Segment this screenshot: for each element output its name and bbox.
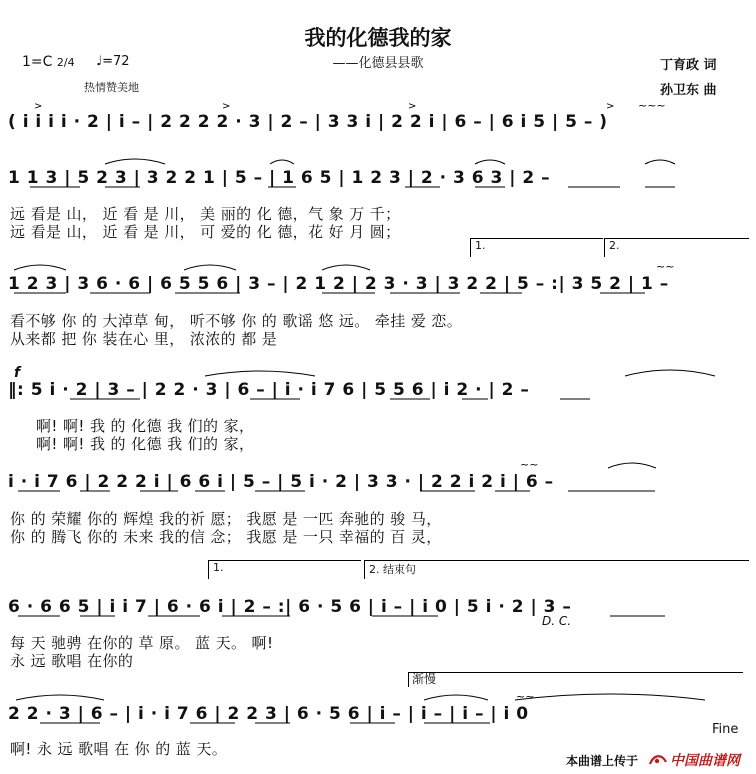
slur-marks	[14, 159, 715, 700]
composer-credit: 孙卫东 曲	[660, 83, 717, 98]
volta-bracket-1: 1.	[470, 238, 603, 257]
lyrics-row-6: 啊! 永 远 歌唱 在 你 的 蓝 天。	[10, 740, 228, 758]
site-name[interactable]: 中国曲谱网	[670, 753, 740, 769]
upload-note: 本曲谱上传于	[566, 754, 639, 768]
lyrics-row-4-verse-2: 你 的 腾飞 你的 未来 我的信 念； 我愿 是 一只 幸福的 百 灵，	[10, 528, 442, 546]
lyrics-row-2-verse-1: 看不够 你 的 大淖草 甸， 听不够 你 的 歌谣 悠 远。 牵挂 爱 恋。	[10, 312, 463, 330]
notation-row-5: 6 · 6 6 5 | i i 7 | 6 · 6 i | 2 – :| 6 · 5 6 | i – | i 0 | 5 i · 2 | 3 –	[8, 597, 572, 617]
notation-row-6: 2 2 · 3 | 6 – | i · i 7 6 | 2 2 3 | 6 · 5 6 | i – | i – | i – | i 0	[8, 704, 529, 724]
volta-bracket-first-ending: 1.	[208, 560, 361, 579]
tempo-marking: ♩=72	[96, 54, 130, 69]
dynamic-forte: f	[14, 365, 21, 381]
fine-marking: Fine	[712, 722, 739, 737]
song-subtitle: ——化德县县歌	[332, 56, 424, 71]
lyrics-row-1-verse-2: 远 看是 山， 近 看 是 川， 可 爱的 化 德，花 好 月 圆；	[10, 223, 401, 241]
key-label: 1=C	[22, 54, 57, 70]
notation-row-4: i · i 7 6 | 2 2 2 i | 6 6 i | 5 – | 5 i · 2 | 3 3 · | 2 2 i 2 i | 6 –	[8, 472, 554, 492]
lyrics-row-2-verse-2: 从来都 把 你 装在心 里， 浓浓的 都 是	[10, 330, 278, 348]
trill-marks	[516, 99, 674, 703]
notation-row-2: 1 2 3 | 3 6 · 6 | 6 5 5 6 | 3 – | 2 1 2 | 2 3 · 3 | 3 2 2 | 5 – :| 3 5 2 | 1 –	[8, 274, 669, 294]
lyrics-row-3-verse-1: 啊! 啊! 我 的 化德 我 们的 家，	[36, 417, 255, 435]
svg-text:>: >	[606, 101, 615, 112]
svg-text:~~: ~~	[656, 260, 675, 273]
accent-marks	[34, 101, 614, 112]
time-signature: 2/4	[56, 56, 75, 69]
lyrics-row-4-verse-1: 你 的 荣耀 你的 辉煌 我的祈 愿； 我愿 是 一匹 奔驰的 骏 马，	[10, 510, 442, 528]
svg-text:>: >	[408, 101, 417, 112]
lyricist-credit: 丁育政 词	[660, 58, 717, 73]
svg-text:>: >	[222, 101, 231, 112]
volta-bracket-2: 2.	[604, 238, 749, 257]
lyrics-row-5-verse-2: 永 远 歌唱 在你的	[10, 652, 134, 670]
beam-underlines	[14, 187, 675, 723]
svg-text:~~~: ~~~	[638, 99, 666, 112]
volta-bracket-ending: 2. 结束句	[364, 560, 749, 579]
notation-row-intro: ( i i i i · 2 | i – | 2 2 2 2 · 3 | 2 – | 3 3 i | 2 2 i | 6 – | 6 i 5 | 5 – )	[8, 112, 608, 132]
svg-text:~~: ~~	[516, 690, 535, 703]
lyrics-row-3-verse-2: 啊! 啊! 我 的 化德 我 们的 家，	[36, 435, 255, 453]
notation-row-3: ‖: 5 i · 2 | 3 – | 2 2 · 3 | 6 – | i · i 7 6 | 5 5 6 | i 2 · | 2 –	[8, 380, 530, 400]
song-title: 我的化德我的家	[304, 25, 452, 50]
svg-text:~~: ~~	[520, 458, 539, 471]
notation-row-1: 1 1 3 | 5 2 3 | 3 2 2 1 | 5 – | 1 6 5 | 1 2 3 | 2 · 3 6 3 | 2 –	[8, 168, 551, 188]
lyrics-row-1-verse-1: 远 看是 山， 近 看 是 川， 美 丽的 化 德，气 象 万 千；	[10, 205, 401, 223]
da-capo-marking: D. C.	[542, 614, 572, 628]
expression-marking: 热情赞美地	[84, 81, 139, 94]
svg-text:>: >	[34, 101, 43, 112]
tempo-change-marking: 渐慢	[412, 672, 437, 686]
lyrics-row-5-verse-1: 每 天 驰骋 在你的 草 原。 蓝 天。 啊!	[10, 634, 274, 652]
